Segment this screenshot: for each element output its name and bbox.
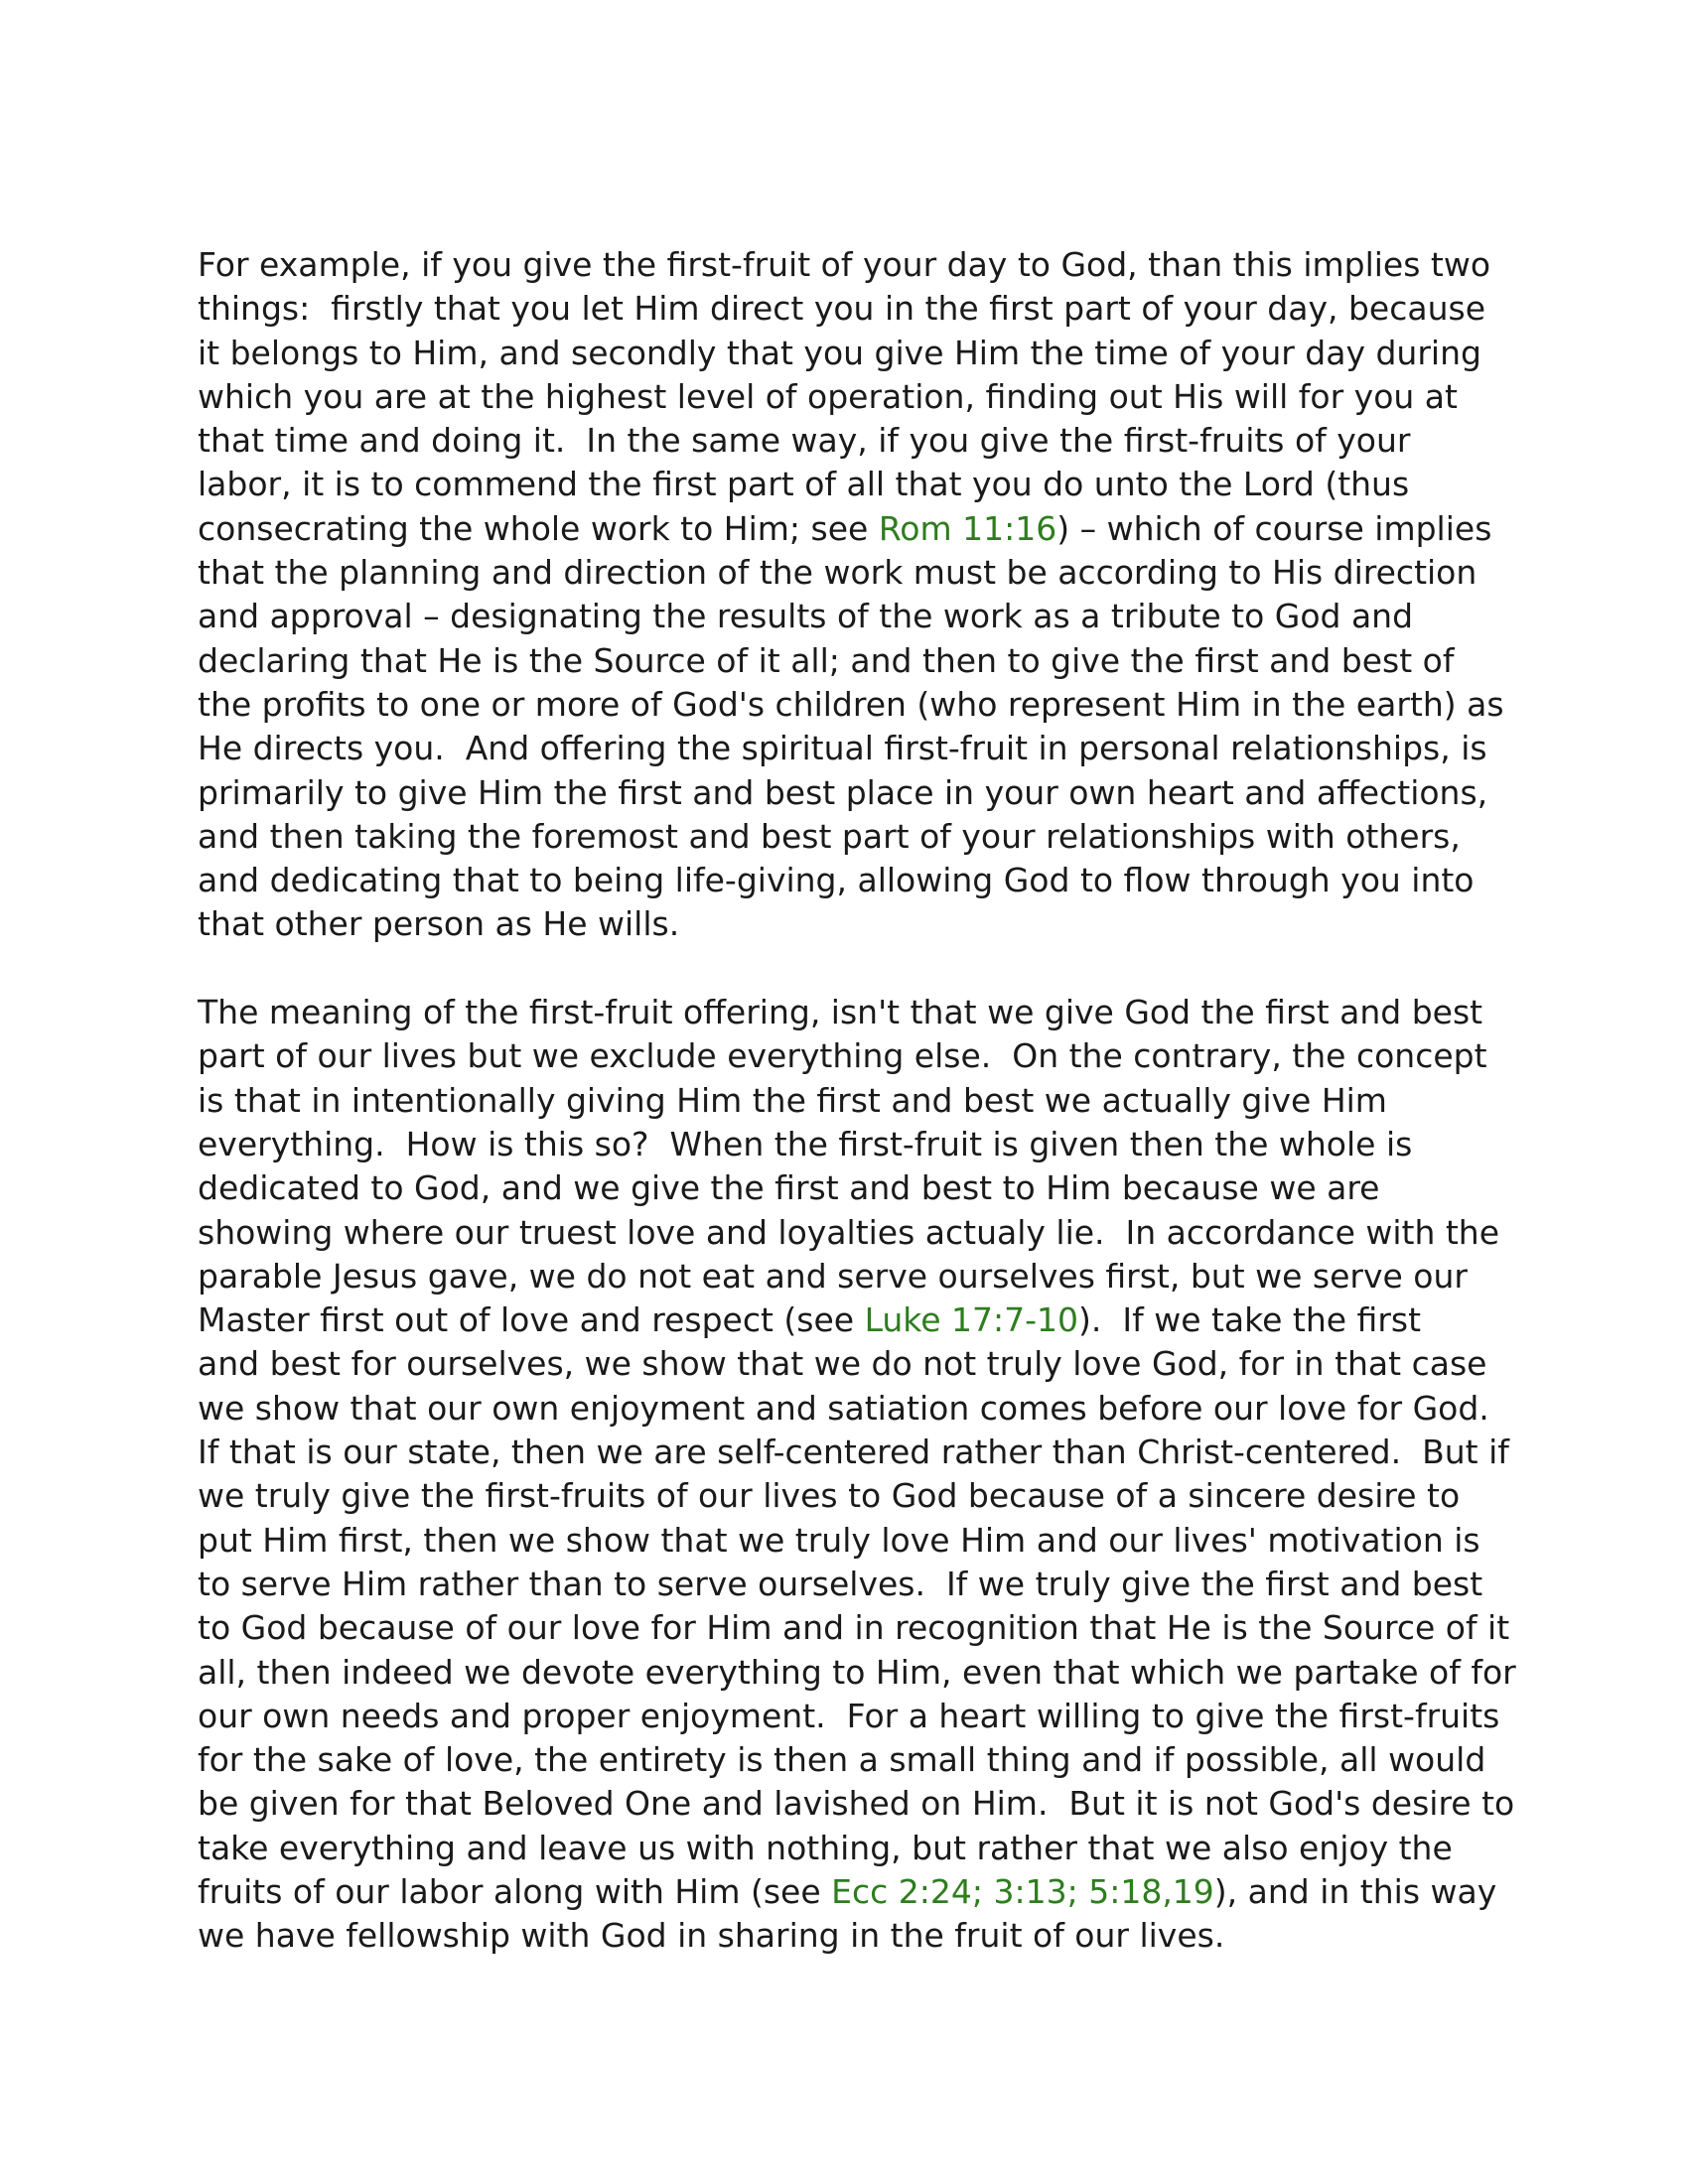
paragraph-1 — [198, 243, 1504, 947]
text-line — [198, 507, 1498, 551]
text-segment: part of our lives but we exclude everything else. On the contrary, the concept — [198, 1036, 1487, 1076]
text-line — [198, 1827, 1498, 1870]
body-text — [198, 243, 1516, 1959]
text-segment: and best for ourselves, we show that we do not truly love God, for in that case — [198, 1344, 1487, 1384]
text-line — [198, 991, 1498, 1034]
text-line — [198, 1034, 1498, 1078]
text-segment: things: firstly that you let Him direct you in the first part of your day, because — [198, 289, 1486, 329]
text-segment: everything. How is this so? When the first-fruit is given then the whole is — [198, 1124, 1413, 1163]
text-segment: declaring that He is the Source of it all; and then to give the first and best of — [198, 640, 1455, 680]
text-line — [198, 1123, 1498, 1166]
scripture-reference-link[interactable]: Luke 17:7-10 — [864, 1300, 1079, 1340]
text-segment: labor, it is to commend the first part of all that you do unto the Lord (thus — [198, 465, 1410, 504]
text-segment: and approval – designating the results of the work as a tribute to God and — [198, 597, 1414, 636]
text-segment: dedicated to God, and we give the first and best to Him because we are — [198, 1168, 1380, 1208]
text-line — [198, 332, 1498, 375]
text-segment: Master first out of love and respect (see — [198, 1300, 865, 1340]
text-line — [198, 1738, 1498, 1782]
text-line — [198, 375, 1498, 419]
text-segment: put Him first, then we show that we truly love Him and our lives' motivation is — [198, 1520, 1480, 1560]
text-segment: for the sake of love, the entirety is then a small thing and if possible, all would — [198, 1740, 1486, 1780]
text-segment: to serve Him rather than to serve ourselves. If we truly give the first and best — [198, 1564, 1483, 1603]
paragraph-gap — [198, 947, 1498, 991]
text-segment: is that in intentionally giving Him the first and best we actually give Him — [198, 1080, 1387, 1120]
text-line — [198, 419, 1498, 463]
text-segment: we have fellowship with God in sharing in the fruit of our lives. — [198, 1916, 1225, 1956]
text-line — [198, 1519, 1498, 1563]
text-line — [198, 859, 1498, 902]
text-segment: and then taking the foremost and best part of your relationships with others, — [198, 816, 1461, 856]
text-line — [198, 1782, 1515, 1826]
text-line — [198, 1387, 1498, 1431]
text-line — [198, 243, 1498, 287]
text-segment: we truly give the first-fruits of our lives to God because of a sincere desire to — [198, 1476, 1461, 1516]
text-segment: ), and in this way — [1213, 1871, 1497, 1911]
text-segment: For example, if you give the first-fruit of your day to God, than this implies two — [198, 245, 1491, 284]
text-segment: be given for that Beloved One and lavished on Him. But it is not God's desire to — [198, 1784, 1515, 1824]
text-segment: showing where our truest love and loyalties actualy lie. In accordance with the — [198, 1212, 1500, 1252]
text-line — [198, 1211, 1498, 1255]
text-segment: which you are at the highest level of operation, finding out His will for you at — [198, 376, 1458, 416]
text-line — [198, 287, 1498, 331]
paragraph-2 — [198, 991, 1516, 1959]
text-line — [198, 1342, 1498, 1386]
text-segment: all, then indeed we devote everything to Him, even that which we partake of for — [198, 1652, 1516, 1692]
text-segment: we show that our own enjoyment and satiation comes before our love for God. — [198, 1388, 1489, 1428]
text-line — [198, 463, 1498, 506]
text-segment: that time and doing it. In the same way, if you give the first-fruits of your — [198, 421, 1411, 461]
text-line — [198, 902, 1498, 946]
text-line — [198, 1695, 1498, 1738]
text-line — [198, 815, 1498, 859]
text-line — [198, 1474, 1498, 1518]
text-segment: that other person as He wills. — [198, 904, 680, 944]
text-line — [198, 1255, 1498, 1298]
text-segment: parable Jesus gave, we do not eat and serve ourselves first, but we serve our — [198, 1256, 1468, 1296]
scripture-reference-link[interactable]: Ecc 2:24; 3:13; 5:18,19 — [831, 1871, 1214, 1911]
scripture-reference-link[interactable]: Rom 11:16 — [878, 508, 1057, 548]
text-segment: primarily to give Him the first and best place in your own heart and affections, — [198, 772, 1488, 812]
text-line — [198, 1651, 1516, 1695]
text-segment: He directs you. And offering the spiritual first-fruit in personal relationships, is — [198, 729, 1487, 768]
text-line — [198, 639, 1498, 683]
text-segment: to God because of our love for Him and in recognition that He is the Source of it — [198, 1608, 1510, 1648]
text-line — [198, 1166, 1498, 1210]
text-segment: ) – which of course implies — [1056, 508, 1492, 548]
text-line — [198, 727, 1498, 770]
text-segment: and dedicating that to being life-giving, allowing God to flow through you into — [198, 861, 1475, 900]
text-segment: the profits to one or more of God's children (who represent Him in the earth) as — [198, 684, 1504, 724]
text-segment: ). If we take the first — [1078, 1300, 1422, 1340]
text-segment: fruits of our labor along with Him (see — [198, 1871, 832, 1911]
text-segment: The meaning of the first-fruit offering, isn't that we give God the first and best — [198, 993, 1483, 1032]
text-segment: that the planning and direction of the work must be according to His direction — [198, 553, 1477, 593]
text-line — [198, 1431, 1509, 1474]
text-line — [198, 595, 1498, 638]
text-line — [198, 551, 1498, 595]
text-segment: our own needs and proper enjoyment. For a heart willing to give the first-fruits — [198, 1696, 1500, 1735]
text-line — [198, 1298, 1498, 1342]
text-line — [198, 1563, 1498, 1606]
text-segment: If that is our state, then we are self-centered rather than Christ-centered. But if — [198, 1433, 1509, 1472]
text-segment: consecrating the whole work to Him; see — [198, 508, 879, 548]
text-line — [198, 771, 1498, 815]
text-line — [198, 1079, 1498, 1123]
text-line — [198, 683, 1504, 727]
text-segment: take everything and leave us with nothing, but rather that we also enjoy the — [198, 1828, 1453, 1867]
text-line — [198, 1606, 1510, 1650]
text-line — [198, 1870, 1498, 1914]
text-segment: it belongs to Him, and secondly that you give Him the time of your day during — [198, 333, 1481, 372]
text-line — [198, 1914, 1498, 1958]
